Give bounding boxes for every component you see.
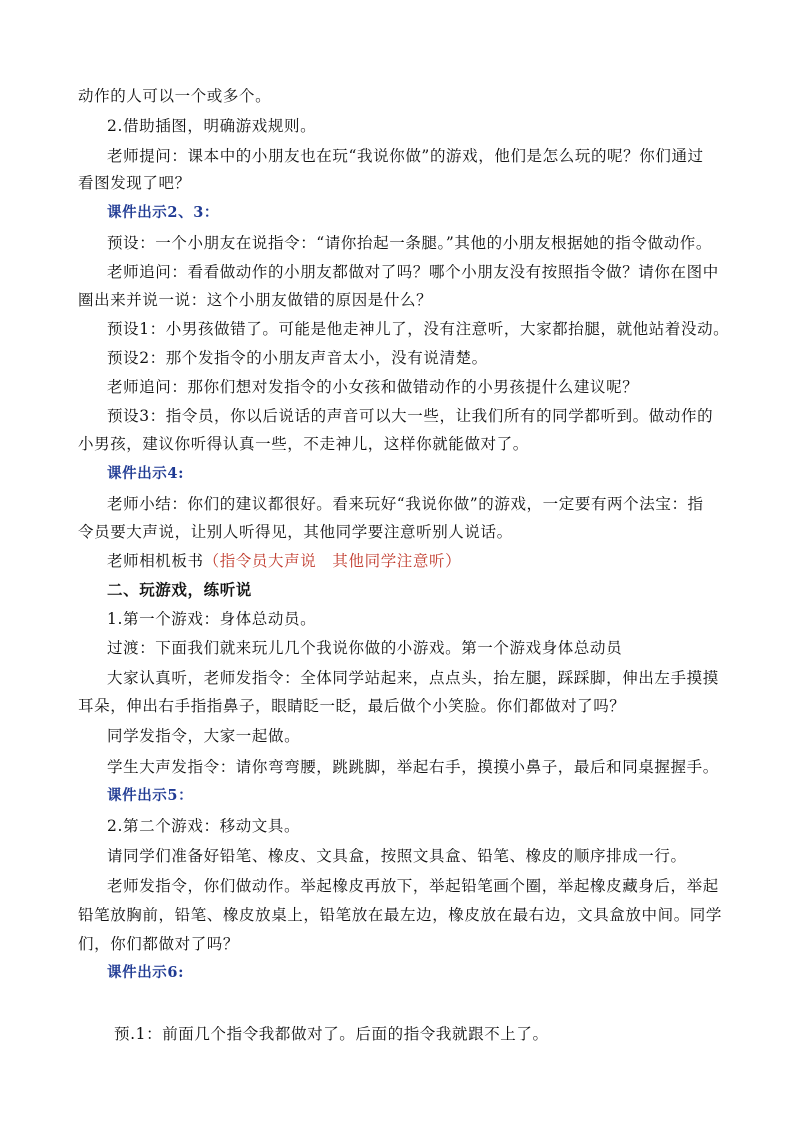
- text-line: 大家认真听，老师发指令：全体同学站起来，点点头，抬左腿，踩踩脚，伸出左手摸摸: [107, 669, 719, 687]
- text-line: 2.借助插图，明确游戏规则。: [107, 117, 317, 135]
- text-line: 动作的人可以一个或多个。: [78, 87, 272, 105]
- courseware-label: 课件出示6:: [107, 964, 185, 981]
- text-line: 们，你们都做对了吗？: [78, 935, 240, 953]
- courseware-label: 课件出示2、3：: [107, 204, 219, 221]
- text-line: 老师小结：你们的建议都很好。看来玩好“我说你做”的游戏，一定要有两个法宝：指: [107, 495, 704, 513]
- text-line: 过渡：下面我们就来玩儿几个我说你做的小游戏。第一个游戏身体总动员: [107, 639, 623, 657]
- courseware-label: 课件出示4:: [107, 465, 185, 482]
- text-line: 耳朵，伸出右手指指鼻子，眼睛眨一眨，最后做个小笑脸。你们都做对了吗？: [78, 697, 626, 715]
- text-line: 老师追问：那你们想对发指令的小女孩和做错动作的小男孩提什么建议呢？: [107, 378, 639, 396]
- text-line: 预设3：指令员，你以后说话的声音可以大一些，让我们所有的同学都听到。做动作的: [107, 407, 714, 425]
- board-writing-content: （指令员大声说 其他同学注意听）: [203, 552, 462, 570]
- text-line: 同学发指令，大家一起做。: [107, 727, 301, 745]
- text-line: 小男孩，建议你听得认真一些，不走神儿，这样你就能做对了。: [78, 435, 529, 453]
- text-line: 圈出来并说一说：这个小朋友做错的原因是什么？: [78, 291, 433, 309]
- text-line: 预设：一个小朋友在说指令：“请你抬起一条腿。”其他的小朋友根据她的指令做动作。: [107, 234, 713, 252]
- board-writing-label: 老师相机板书: [107, 552, 204, 570]
- text-line: 令员要大声说，让别人听得见，其他同学要注意听别人说话。: [78, 523, 513, 541]
- text-line: 预.1：前面几个指令我都做对了。后面的指令我就跟不上了。: [114, 1025, 549, 1043]
- text-line: 请同学们准备好铅笔、橡皮、文具盒，按照文具盒、铅笔、橡皮的顺序排成一行。: [107, 847, 687, 865]
- text-line: 看图发现了吧？: [78, 174, 191, 192]
- section-heading: 二、玩游戏，练听说: [107, 580, 252, 599]
- text-line: 预设1：小男孩做错了。可能是他走神儿了，没有注意听，大家都抬腿，就他站着没动。: [107, 320, 730, 338]
- text-line: 2.第二个游戏：移动文具。: [107, 817, 301, 835]
- text-line: 预设2：那个发指令的小朋友声音太小，没有说清楚。: [107, 349, 488, 367]
- text-line: 学生大声发指令：请你弯弯腰，跳跳脚，举起右手，摸摸小鼻子，最后和同桌握握手。: [107, 758, 719, 776]
- text-line: 1.第一个游戏：身体总动员。: [107, 610, 317, 628]
- text-line: 老师提问：课本中的小朋友也在玩“我说你做”的游戏，他们是怎么玩的呢？你们通过: [107, 147, 704, 165]
- text-line: 铅笔放胸前，铅笔、橡皮放桌上，铅笔放在最左边，橡皮放在最右边，文具盒放中间。同学: [78, 906, 723, 924]
- text-line: 老师追问：看看做动作的小朋友都做对了吗？哪个小朋友没有按照指令做？请你在图中: [107, 263, 719, 281]
- courseware-label: 课件出示5：: [107, 787, 194, 804]
- text-line: 老师发指令，你们做动作。举起橡皮再放下，举起铅笔画个圈，举起橡皮藏身后，举起: [107, 877, 719, 895]
- board-writing-line: [107, 551, 747, 571]
